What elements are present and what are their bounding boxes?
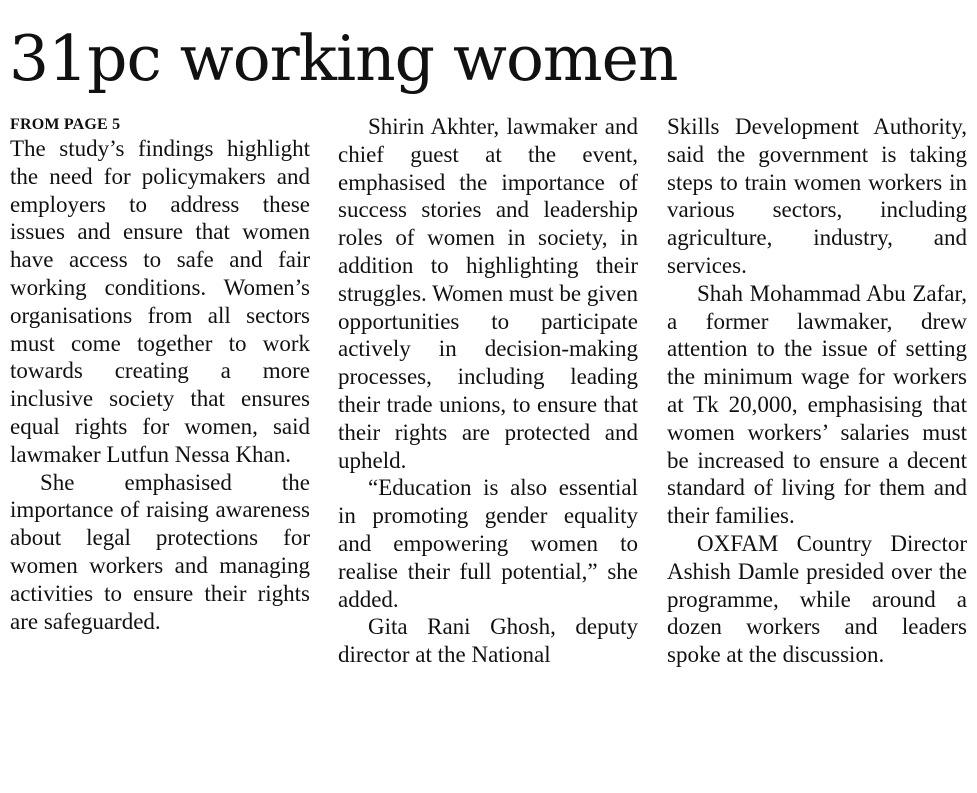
- paragraph: She emphasised the importance of raising awareness about legal protections for women workers and managing activities to ensure their rights are safeguarded.: [10, 469, 310, 634]
- paragraph: Skills Development Authority, said the government is taking steps to train women workers in various sectors, including agriculture, industry, and services.: [667, 114, 967, 278]
- paragraph: Shirin Akhter, lawmaker and chief guest at the event, emphasised the importance of success stories and leadership roles of women in society, in addition to highlighting their struggles. Women must be given opportunities to participate actively in decision-making processes, including leading their trade unions, to ensure that their rights are protected and upheld.: [338, 114, 638, 473]
- article-column-1: [10, 113, 310, 635]
- jump-line: FROM PAGE 5: [10, 116, 121, 133]
- headline: 31pc working women: [9, 22, 678, 95]
- paragraph: Gita Rani Ghosh, deputy director at the National: [338, 614, 638, 668]
- article-column-3: [667, 113, 967, 669]
- article-column-2: [338, 113, 638, 669]
- paragraph: Shah Mohammad Abu Zafar, a former lawmaker, drew attention to the issue of setting the minimum wage for workers at Tk 20,000, emphasising that women workers’ salaries must be increased to ensure a decent standard of living for them and their families.: [667, 280, 967, 529]
- paragraph: The study’s findings highlight the need for policymakers and employers to address these issues and ensure that women have access to safe and fair working conditions. Women’s organisations from all sectors must come together to work towards creating a more inclusive society that ensures equal rights for women, said lawmaker Lutfun Nessa Khan.: [10, 136, 310, 467]
- paragraph: “Education is also essential in promoting gender equality and empowering women to realise their full potential,” she added.: [338, 475, 638, 612]
- paragraph: OXFAM Country Director Ashish Damle presided over the programme, while around a dozen workers and leaders spoke at the discussion.: [667, 530, 967, 668]
